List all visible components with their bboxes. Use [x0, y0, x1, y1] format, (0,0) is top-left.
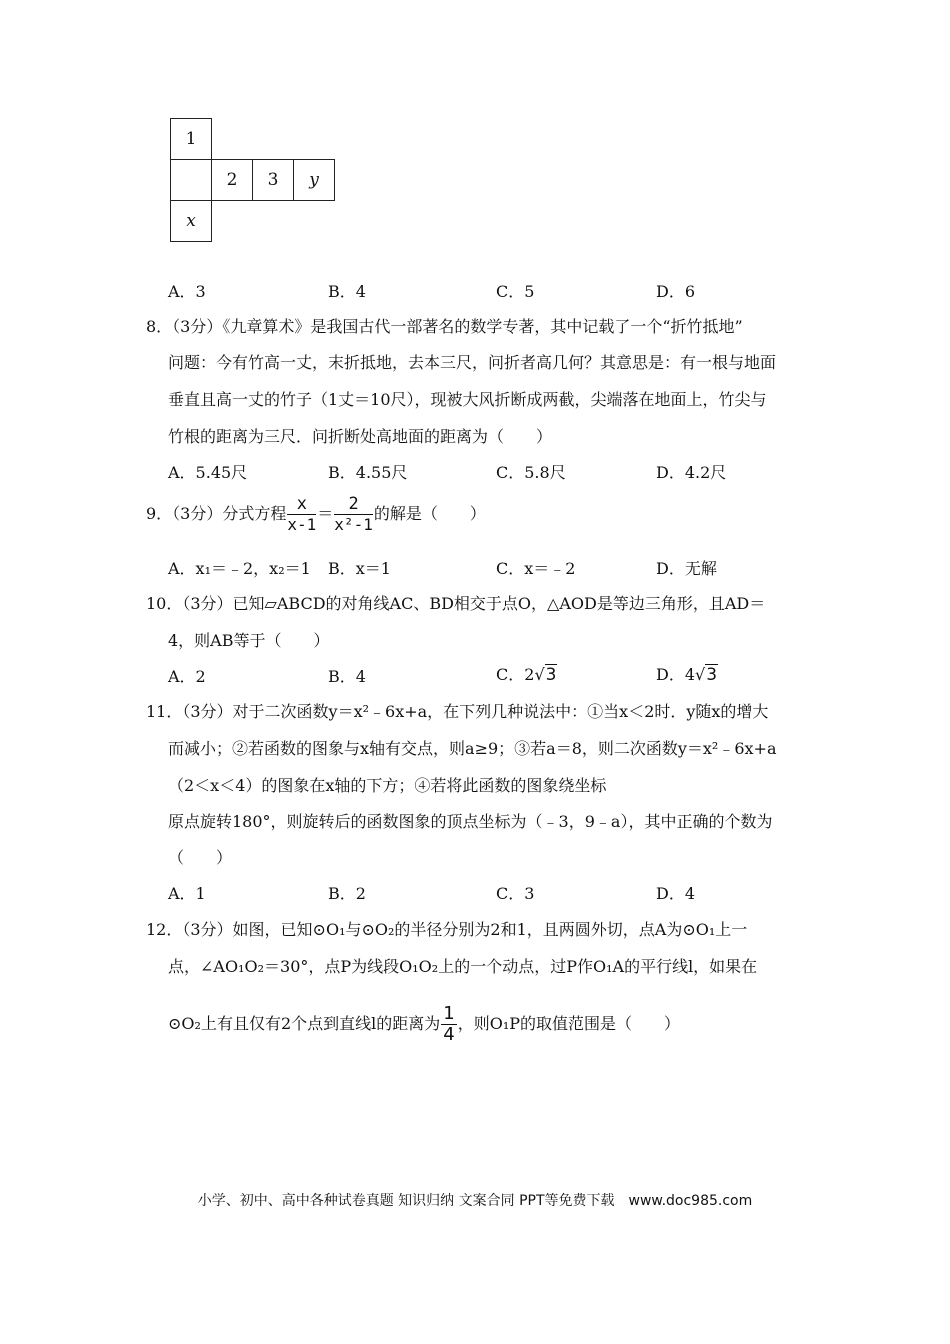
- net-cell-1: 1: [170, 118, 212, 160]
- q9-frac2-den: x²-1: [334, 515, 373, 534]
- q7-option-b: B．4: [328, 282, 366, 301]
- q11-line-1: 11．（3分）对于二次函数y＝x²﹣6x+a，在下列几种说法中：①当x＜2时．y随x的增大: [146, 702, 769, 721]
- q8-option-a: A．5.45尺: [168, 463, 248, 482]
- q8-line-4: 竹根的距离为三尺．问折断处高地面的距离为（ ）: [168, 427, 553, 446]
- q12-frac-num: 1: [443, 1003, 455, 1024]
- q8-option-b: B．4.55尺: [328, 463, 408, 482]
- sqrt-icon: √3: [534, 665, 557, 685]
- q11-option-b: B．2: [328, 884, 366, 903]
- net-cell-3: 3: [252, 159, 294, 201]
- q11-line-3: （2＜x＜4）的图象在x轴的下方；④若将此函数的图象绕坐标: [168, 776, 607, 795]
- q8-line-2: 问题：今有竹高一丈，末折抵地，去本三尺，问折者高几何？其意思是：有一根与地面: [168, 353, 777, 372]
- q10-option-d-radicand: 3: [706, 665, 718, 685]
- q11-line-5: （ ）: [168, 848, 233, 867]
- q10-option-c-radicand: 3: [545, 665, 557, 685]
- q9-prefix: 9．（3分）分式方程: [146, 504, 287, 523]
- q8-option-c: C．5.8尺: [496, 463, 566, 482]
- sqrt-icon: √3: [695, 665, 718, 685]
- q12-fraction: [441, 1004, 456, 1045]
- q9-fraction-left: [287, 494, 316, 535]
- q10-option-a: A．2: [168, 667, 206, 686]
- net-cell-y: y: [293, 159, 335, 201]
- q12-line-1: 12．（3分）如图，已知⊙O₁与⊙O₂的半径分别为2和1，且两圆外切，点A为⊙O₁上一: [146, 920, 748, 939]
- q10-option-c-coef: C．2: [496, 665, 535, 684]
- q7-option-d: D．6: [656, 282, 696, 301]
- q12-frac-den: 4: [443, 1024, 455, 1045]
- q9-frac2-num: 2: [334, 494, 373, 515]
- q10-option-d: [656, 662, 718, 685]
- q11-option-a: A．1: [168, 884, 206, 903]
- q8-option-d: D．4.2尺: [656, 463, 727, 482]
- q7-option-c: C．5: [496, 282, 535, 301]
- q12-line-3: [168, 1004, 680, 1045]
- q9-frac1-num: x: [287, 494, 316, 515]
- page-footer: 小学、初中、高中各种试卷真题 知识归纳 文案合同 PPT等免费下载 www.doc985.com: [197, 1193, 753, 1209]
- q9-option-b: B．x＝1: [328, 559, 391, 578]
- net-cell-blank: [170, 159, 212, 201]
- q9-option-a: A．x₁＝﹣2，x₂＝1: [168, 559, 311, 578]
- q10-line-2: 4，则AB等于（ ）: [168, 631, 330, 650]
- q7-option-a: A．3: [168, 282, 206, 301]
- q9-option-c: C．x＝﹣2: [496, 559, 576, 578]
- q11-option-c: C．3: [496, 884, 535, 903]
- q11-line-2: 而减小；②若函数的图象与x轴有交点，则a≥9；③若a＝8，则二次函数y＝x²﹣6x+a: [168, 739, 777, 758]
- q12-line-3-suffix: ，则O₁P的取值范围是（ ）: [457, 1014, 681, 1033]
- q10-line-1: 10．（3分）已知▱ABCD的对角线AC、BD相交于点O，△AOD是等边三角形，且AD＝: [146, 594, 766, 613]
- q12-line-2: 点，∠AO₁O₂＝30°，点P为线段O₁O₂上的一个动点，过P作O₁A的平行线l，如果在: [168, 957, 758, 976]
- q9-frac1-den: x-1: [287, 515, 317, 534]
- q9-option-d: D．无解: [656, 559, 717, 578]
- q8-line-3: 垂直且高一丈的竹子（1丈＝10尺），现被大风折断成两截，尖端落在地面上，竹尖与: [168, 390, 767, 409]
- q9-fraction-right: [334, 494, 373, 535]
- q10-option-c: [496, 662, 557, 685]
- net-cell-x: x: [170, 200, 212, 242]
- net-cell-2: 2: [211, 159, 253, 201]
- q10-option-d-coef: D．4: [656, 665, 696, 684]
- q11-line-4: 原点旋转180°，则旋转后的函数图象的顶点坐标为（﹣3，9﹣a），其中正确的个数为: [168, 812, 773, 831]
- q9-suffix: 的解是（ ）: [373, 504, 486, 523]
- q9-equals: ＝: [317, 504, 334, 523]
- q10-option-b: B．4: [328, 667, 366, 686]
- q9-line: [146, 494, 486, 535]
- q8-line-1: 8．（3分）《九章算术》是我国古代一部著名的数学专著，其中记载了一个“折竹抵地”: [146, 317, 743, 336]
- q11-option-d: D．4: [656, 884, 696, 903]
- q12-line-3-prefix: ⊙O₂上有且仅有2个点到直线l的距离为: [168, 1014, 441, 1033]
